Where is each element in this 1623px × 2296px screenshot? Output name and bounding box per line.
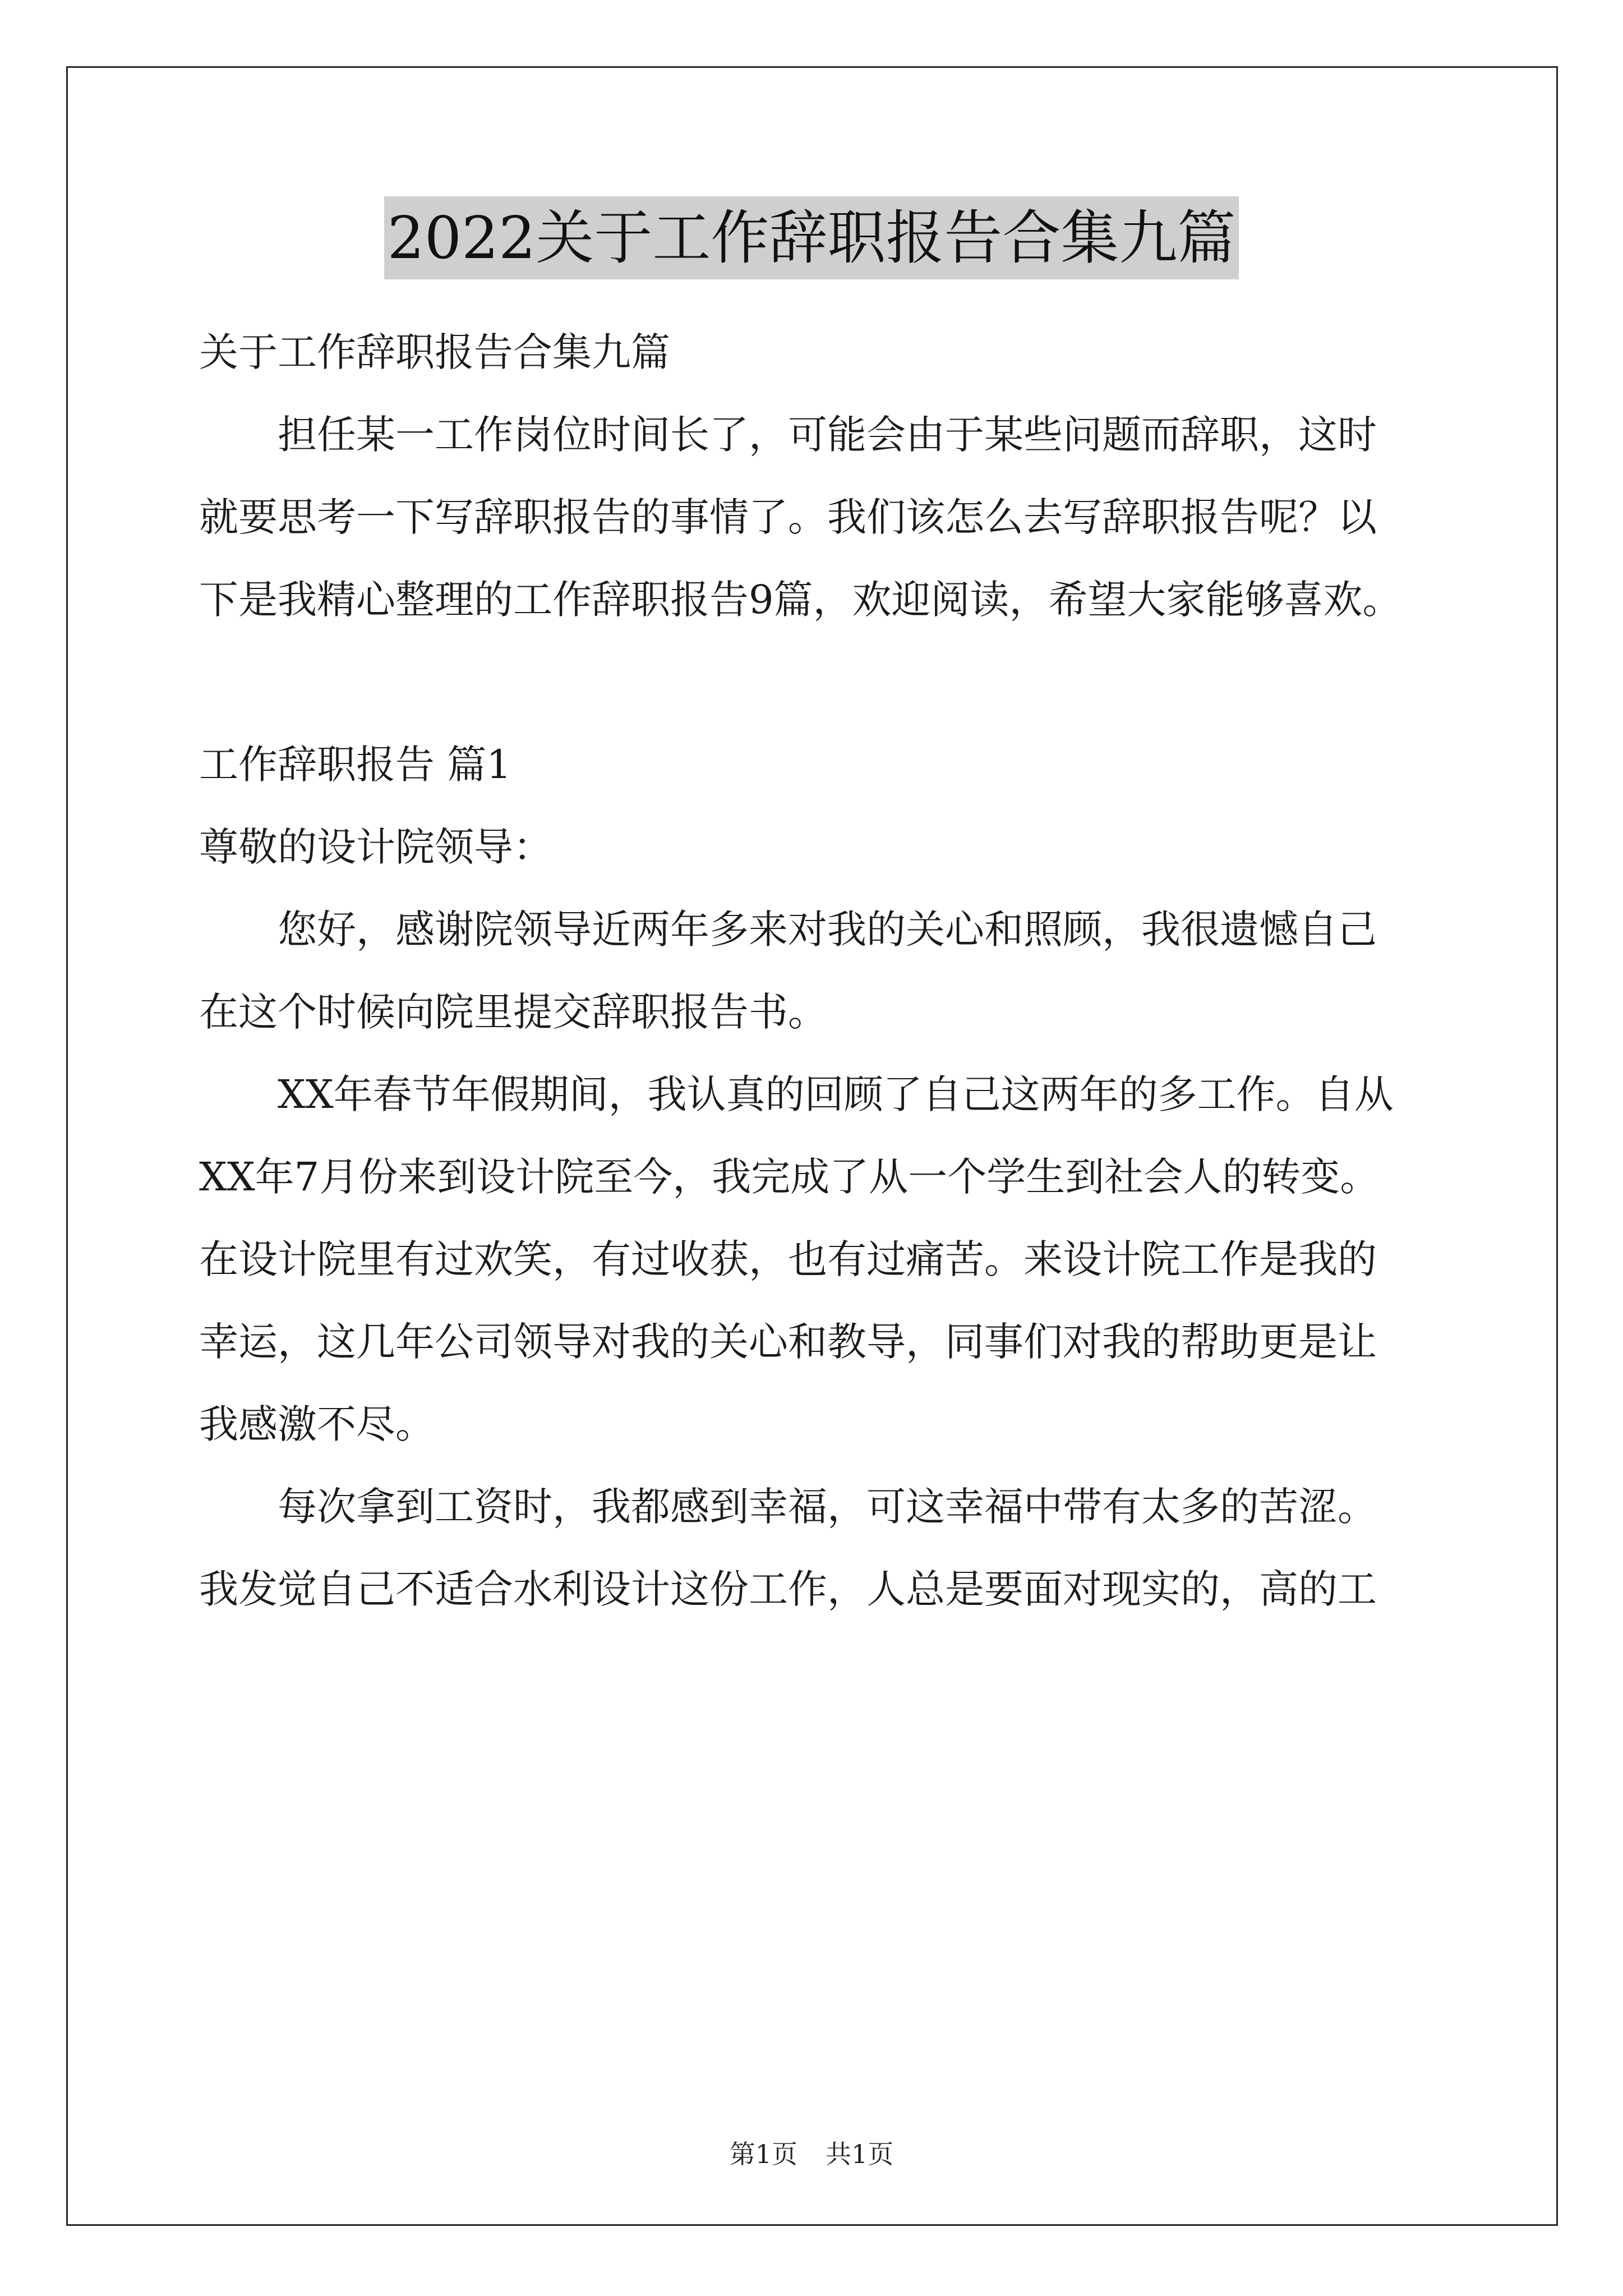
paragraph-line: 在设计院里有过欢笑，有过收获，也有过痛苦。来设计院工作是我的 <box>199 1236 1377 1282</box>
page-number: 第1页 <box>729 2139 797 2169</box>
paragraph-line: XX年7月份来到设计院至今，我完成了从一个学生到社会人的转变。 <box>199 1154 1380 1200</box>
paragraph-line: 在这个时候向院里提交辞职报告书。 <box>199 989 827 1035</box>
document-title: 2022关于工作辞职报告合集九篇 <box>384 196 1239 279</box>
paragraph-line: 每次拿到工资时，我都感到幸福，可这幸福中带有太多的苦涩。 <box>278 1484 1377 1530</box>
paragraph-line: 幸运，这几年公司领导对我的关心和教导，同事们对我的帮助更是让 <box>199 1319 1377 1365</box>
document-subtitle: 关于工作辞职报告合集九篇 <box>199 329 670 375</box>
page-total: 共1页 <box>826 2139 894 2169</box>
intro-line: 担任某一工作岗位时间长了，可能会由于某些问题而辞职，这时 <box>278 412 1377 458</box>
blank-line <box>199 641 1433 724</box>
paragraph-line: 您好，感谢院领导近两年多来对我的关心和照顾，我很遗憾自己 <box>278 907 1377 953</box>
intro-line: 下是我精心整理的工作辞职报告9篇，欢迎阅读，希望大家能够喜欢。 <box>199 577 1402 623</box>
title-container <box>0 196 1623 279</box>
intro-line: 就要思考一下写辞职报告的事情了。我们该怎么去写辞职报告呢？以 <box>199 494 1377 540</box>
salutation: 尊敬的设计院领导： <box>199 824 552 870</box>
paragraph-line: 我发觉自己不适合水利设计这份工作，人总是要面对现实的，高的工 <box>199 1566 1377 1612</box>
paragraph-line: 我感激不尽。 <box>199 1401 435 1447</box>
section-heading: 工作辞职报告 篇1 <box>199 742 511 788</box>
paragraph-line: XX年春节年假期间，我认真的回顾了自己这两年的多工作。自从 <box>278 1071 1394 1117</box>
page-footer <box>0 2137 1623 2171</box>
document-body <box>199 311 1433 1631</box>
